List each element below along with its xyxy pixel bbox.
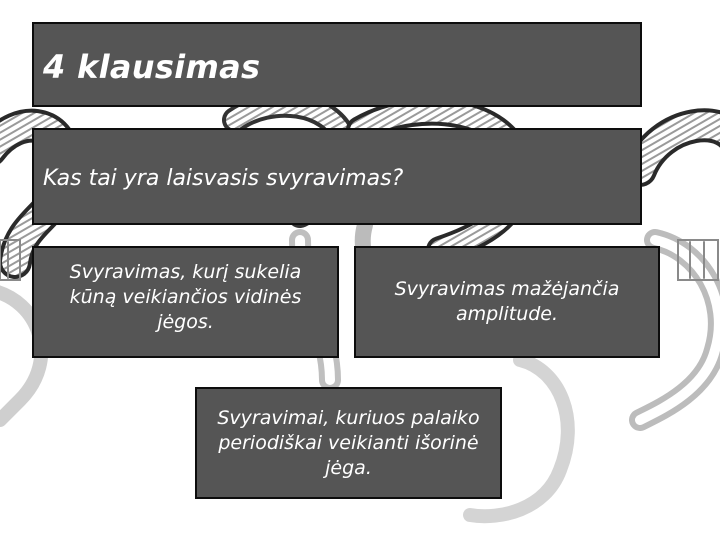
question-text: Kas tai yra laisvasis svyravimas?	[43, 166, 404, 191]
answer-option-1[interactable]	[32, 246, 339, 358]
answer-option-3-text: Svyravimai, kuriuos palaiko periodiškai veikianti išorinė jėga.	[217, 406, 480, 479]
question-box	[32, 128, 642, 225]
answer-option-2[interactable]	[354, 246, 660, 358]
title-box	[32, 22, 642, 107]
slide-title: 4 klausimas	[43, 48, 261, 86]
answer-option-3[interactable]	[195, 387, 502, 499]
answer-option-1-text: Svyravimas, kurį sukelia kūną veikiančios vidinės jėgos.	[69, 261, 302, 333]
answer-option-2-text: Svyravimas mažėjančia amplitude.	[394, 278, 620, 325]
